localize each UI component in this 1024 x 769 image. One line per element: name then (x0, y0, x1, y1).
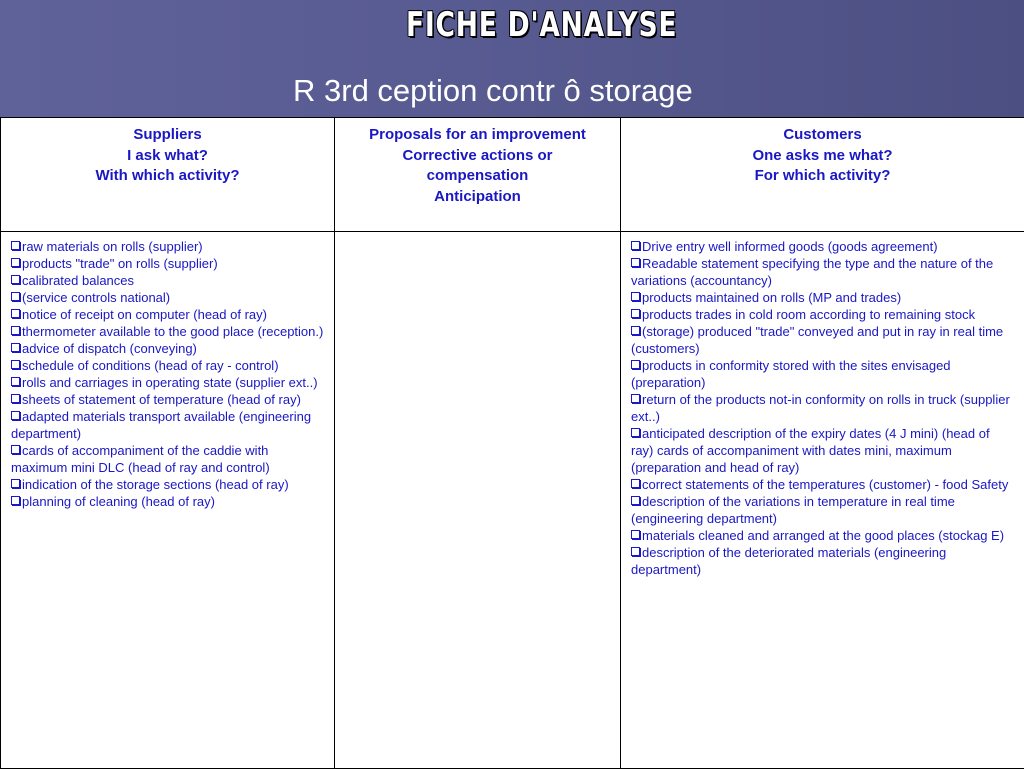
list-item (631, 391, 1014, 425)
list-item (11, 493, 324, 510)
customers-heading-line: Customers (621, 125, 1024, 146)
slide-header (0, 0, 1024, 118)
list-item-text: thermometer available to the good place (reception.) (22, 324, 323, 339)
list-item (11, 408, 324, 442)
customers-heading-line: One asks me what? (621, 146, 1024, 167)
checkbox-bullet-icon (11, 360, 20, 369)
checkbox-bullet-icon (11, 479, 20, 488)
checkbox-bullet-icon (11, 343, 20, 352)
list-item-text: rolls and carriages in operating state (supplier ext..) (22, 375, 318, 390)
list-item-text: sheets of statement of temperature (head of ray) (22, 392, 301, 407)
list-item (11, 289, 324, 306)
list-item (631, 255, 1014, 289)
checkbox-bullet-icon (11, 241, 20, 250)
checkbox-bullet-icon (631, 394, 640, 403)
customers-list-cell (621, 232, 1024, 769)
suppliers-list-cell (1, 232, 335, 769)
checkbox-bullet-icon (11, 377, 20, 386)
checkbox-bullet-icon (631, 479, 640, 488)
list-item-text: (service controls national) (22, 290, 170, 305)
list-item-text: notice of receipt on computer (head of ray) (22, 307, 267, 322)
proposals-header-cell (335, 118, 621, 232)
list-item-text: products "trade" on rolls (supplier) (22, 256, 218, 271)
proposals-heading-line: compensation (335, 166, 620, 187)
list-item (631, 527, 1014, 544)
checkbox-bullet-icon (11, 309, 20, 318)
list-item (631, 306, 1014, 323)
checkbox-bullet-icon (631, 530, 640, 539)
analysis-table (0, 117, 1024, 769)
checkbox-bullet-icon (631, 496, 640, 505)
checkbox-bullet-icon (11, 411, 20, 420)
suppliers-heading-line: I ask what? (1, 146, 334, 167)
checkbox-bullet-icon (631, 258, 640, 267)
list-item-text: Drive entry well informed goods (goods agreement) (642, 239, 938, 254)
list-item (631, 323, 1014, 357)
list-item (631, 493, 1014, 527)
suppliers-list (1, 232, 334, 510)
list-item-text: return of the products not-in conformity on rolls in truck (supplier ext..) (631, 392, 1010, 424)
checkbox-bullet-icon (631, 428, 640, 437)
list-item-text: raw materials on rolls (supplier) (22, 239, 203, 254)
list-item (631, 425, 1014, 476)
checkbox-bullet-icon (631, 309, 640, 318)
checkbox-bullet-icon (11, 258, 20, 267)
customers-list (621, 232, 1024, 578)
checkbox-bullet-icon (631, 292, 640, 301)
list-item (11, 476, 324, 493)
list-item-text: schedule of conditions (head of ray - control) (22, 358, 279, 373)
proposals-heading-line: Proposals for an improvement (335, 125, 620, 146)
checkbox-bullet-icon (11, 394, 20, 403)
list-item (11, 272, 324, 289)
list-item (11, 357, 324, 374)
list-item-text: products in conformity stored with the sites envisaged (preparation) (631, 358, 951, 390)
list-item (11, 391, 324, 408)
page-subtitle: R 3rd ception contr ô storage (293, 73, 693, 109)
customers-header-cell (621, 118, 1024, 232)
list-item-text: (storage) produced "trade" conveyed and put in ray in real time (customers) (631, 324, 1003, 356)
list-item (11, 255, 324, 272)
list-item-text: products trades in cold room according to remaining stock (642, 307, 975, 322)
list-item-text: products maintained on rolls (MP and trades) (642, 290, 901, 305)
list-item-text: calibrated balances (22, 273, 134, 288)
list-item-text: materials cleaned and arranged at the good places (stockag E) (642, 528, 1004, 543)
list-item-text: indication of the storage sections (head of ray) (22, 477, 289, 492)
list-item-text: correct statements of the temperatures (customer) - food Safety (642, 477, 1008, 492)
list-item-text: cards of accompaniment of the caddie with maximum mini DLC (head of ray and control) (11, 443, 270, 475)
list-item (631, 357, 1014, 391)
page-title: FICHE D'ANALYSE (113, 5, 971, 45)
proposals-heading-line: Corrective actions or (335, 146, 620, 167)
list-item (11, 442, 324, 476)
proposals-list-cell (335, 232, 621, 769)
list-item-text: planning of cleaning (head of ray) (22, 494, 215, 509)
list-item (631, 238, 1014, 255)
checkbox-bullet-icon (631, 241, 640, 250)
list-item-text: adapted materials transport available (engineering department) (11, 409, 311, 441)
list-item (631, 544, 1014, 578)
list-item-text: description of the variations in temperature in real time (engineering department) (631, 494, 955, 526)
proposals-list (335, 232, 620, 238)
checkbox-bullet-icon (11, 275, 20, 284)
table-body-row (1, 232, 1024, 769)
list-item (631, 476, 1014, 493)
suppliers-header-cell (1, 118, 335, 232)
checkbox-bullet-icon (631, 547, 640, 556)
list-item-text: description of the deteriorated materials (engineering department) (631, 545, 946, 577)
customers-heading-line: For which activity? (621, 166, 1024, 187)
checkbox-bullet-icon (631, 326, 640, 335)
checkbox-bullet-icon (11, 292, 20, 301)
checkbox-bullet-icon (631, 360, 640, 369)
list-item (631, 289, 1014, 306)
list-item-text: anticipated description of the expiry dates (4 J mini) (head of ray) cards of accompaniment with dates mini, maximum (preparation and head of ray) (631, 426, 990, 475)
checkbox-bullet-icon (11, 496, 20, 505)
list-item (11, 238, 324, 255)
list-item (11, 306, 324, 323)
list-item-text: Readable statement specifying the type and the nature of the variations (accountancy) (631, 256, 993, 288)
checkbox-bullet-icon (11, 326, 20, 335)
proposals-heading-line: Anticipation (335, 187, 620, 208)
table-header-row (1, 118, 1024, 232)
list-item (11, 340, 324, 357)
list-item-text: advice of dispatch (conveying) (22, 341, 197, 356)
checkbox-bullet-icon (11, 445, 20, 454)
list-item (11, 323, 324, 340)
list-item (11, 374, 324, 391)
suppliers-heading-line: Suppliers (1, 125, 334, 146)
suppliers-heading-line: With which activity? (1, 166, 334, 187)
